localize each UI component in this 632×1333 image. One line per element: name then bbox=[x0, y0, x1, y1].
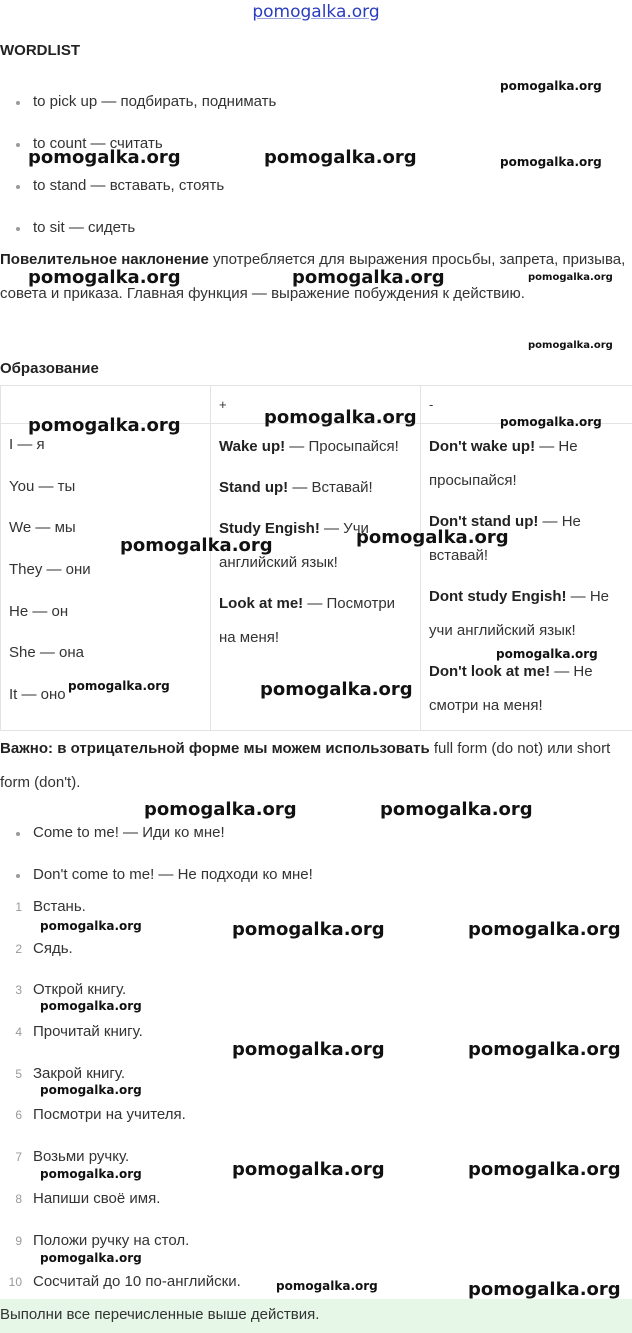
watermark: pomogalka.org bbox=[468, 1159, 621, 1180]
wordlist-title: WORDLIST bbox=[0, 42, 80, 59]
task-text: Открой книгу. bbox=[33, 981, 127, 999]
pronoun: He — он bbox=[9, 602, 69, 620]
important-note bbox=[0, 732, 628, 800]
task-number: 10 bbox=[8, 1275, 22, 1290]
pronoun: They — они bbox=[9, 561, 91, 579]
task-text: Возьми ручку. bbox=[33, 1148, 130, 1166]
pronoun: She — она bbox=[9, 644, 84, 662]
watermark: pomogalka.org bbox=[468, 919, 621, 940]
positive-translation: — Посмотри на меня! bbox=[219, 595, 396, 646]
pronoun: We — мы bbox=[9, 519, 76, 537]
task-number: 6 bbox=[15, 1108, 22, 1123]
watermark: pomogalka.org bbox=[40, 1251, 142, 1265]
negative-command: Don't look at me! bbox=[429, 663, 551, 680]
positive-command: Stand up! bbox=[219, 479, 289, 496]
task-number: 5 bbox=[15, 1066, 22, 1081]
intro-text: употребляется для выражения просьбы, запрета, призыва, совета и приказа. Главная функция — выражение побуждения к действию. bbox=[0, 251, 626, 302]
task-number: 3 bbox=[15, 983, 22, 998]
task-text: Сядь. bbox=[33, 939, 73, 957]
task-number: 8 bbox=[15, 1191, 22, 1206]
positive-command: Look at me! bbox=[219, 595, 304, 612]
watermark: pomogalka.org bbox=[260, 679, 413, 700]
intro-term: Повелительное наклонение bbox=[0, 251, 209, 268]
watermark: pomogalka.org bbox=[496, 647, 598, 661]
final-instruction: Выполни все перечисленные выше действия. bbox=[0, 1299, 632, 1333]
site-link[interactable]: pomogalka.org bbox=[252, 2, 380, 22]
watermark: pomogalka.org bbox=[500, 155, 602, 169]
pronoun: I — я bbox=[9, 436, 45, 453]
negative-example bbox=[429, 430, 624, 498]
watermark: pomogalka.org bbox=[40, 999, 142, 1013]
pronoun: It — оно bbox=[9, 686, 66, 704]
positive-translation: — Учи английский язык! bbox=[219, 520, 369, 571]
watermark: pomogalka.org bbox=[292, 267, 445, 288]
negative-command: Don't wake up! bbox=[429, 438, 536, 455]
positive-translation: — Просыпайся! bbox=[285, 438, 399, 455]
list-item: to sit — сидеть bbox=[0, 219, 276, 261]
task-item bbox=[0, 1098, 241, 1140]
watermark: pomogalka.org bbox=[40, 1167, 142, 1181]
task-text: Закрой книгу. bbox=[33, 1064, 126, 1082]
watermark: pomogalka.org bbox=[120, 535, 273, 556]
watermark: pomogalka.org bbox=[40, 919, 142, 933]
watermark: pomogalka.org bbox=[28, 267, 181, 288]
watermark: pomogalka.org bbox=[40, 1083, 142, 1097]
task-item bbox=[0, 1182, 241, 1224]
negative-example bbox=[429, 580, 624, 648]
task-number: 2 bbox=[15, 941, 22, 956]
watermark: pomogalka.org bbox=[380, 799, 533, 820]
positive-example bbox=[219, 430, 412, 464]
wordlist bbox=[0, 93, 276, 261]
task-number: 7 bbox=[15, 1150, 22, 1165]
important-label: Важно: в отрицательной форме мы можем использовать bbox=[0, 740, 430, 757]
negative-translation: — Не учи английский язык! bbox=[429, 588, 610, 639]
task-number: 1 bbox=[15, 900, 22, 914]
negative-column bbox=[421, 424, 632, 731]
watermark: pomogalka.org bbox=[468, 1279, 621, 1300]
task-number: 9 bbox=[15, 1233, 22, 1248]
watermark: pomogalka.org bbox=[264, 407, 417, 428]
important-text: full form (do not) или short form (don't). bbox=[0, 740, 611, 791]
negative-translation: — Не смотри на меня! bbox=[429, 663, 593, 714]
watermark: pomogalka.org bbox=[356, 527, 509, 548]
watermark: pomogalka.org bbox=[528, 340, 613, 351]
watermark: pomogalka.org bbox=[232, 1159, 385, 1180]
list-item: to pick up — подбирать, поднимать bbox=[0, 93, 276, 135]
positive-example bbox=[219, 471, 412, 505]
positive-command: Wake up! bbox=[219, 438, 286, 455]
watermark: pomogalka.org bbox=[144, 799, 297, 820]
table-header-cell: + bbox=[211, 386, 421, 424]
tasks-list bbox=[0, 890, 241, 1307]
task-text: Сосчитай до 10 по-английски. bbox=[33, 1273, 241, 1291]
watermark: pomogalka.org bbox=[232, 919, 385, 940]
negative-translation: — Не вставай! bbox=[429, 513, 581, 564]
watermark: pomogalka.org bbox=[28, 415, 181, 436]
watermark: pomogalka.org bbox=[68, 679, 170, 693]
watermark: pomogalka.org bbox=[276, 1279, 378, 1293]
watermark: pomogalka.org bbox=[232, 1039, 385, 1060]
list-item: Don't come to me! — Не подходи ко мне! bbox=[0, 866, 313, 908]
positive-example bbox=[219, 587, 412, 655]
negative-example bbox=[429, 655, 624, 723]
pronoun: You — ты bbox=[9, 477, 76, 495]
task-text: Положи ручку на стол. bbox=[33, 1231, 190, 1249]
positive-command: Study Engish! bbox=[219, 520, 320, 537]
task-number: 4 bbox=[15, 1025, 22, 1040]
negative-command: Don't stand up! bbox=[429, 513, 539, 530]
list-item: to stand — вставать, стоять bbox=[0, 177, 276, 219]
positive-translation: — Вставай! bbox=[288, 479, 373, 496]
watermark: pomogalka.org bbox=[500, 79, 602, 93]
formation-title: Образование bbox=[0, 360, 99, 377]
watermark: pomogalka.org bbox=[28, 147, 181, 168]
task-text: Напиши своё имя. bbox=[33, 1189, 161, 1207]
list-item: Come to me! — Иди ко мне! bbox=[0, 824, 313, 866]
list-item: to count — считать bbox=[0, 135, 276, 177]
negative-translation: — Не просыпайся! bbox=[429, 438, 578, 489]
task-text: Встань. bbox=[33, 898, 86, 915]
watermark: pomogalka.org bbox=[500, 415, 602, 429]
task-text: Посмотри на учителя. bbox=[33, 1106, 186, 1124]
table-header-cell: - bbox=[421, 386, 632, 424]
task-text: Прочитай книгу. bbox=[33, 1023, 143, 1041]
watermark: pomogalka.org bbox=[264, 147, 417, 168]
negative-command: Dont study Engish! bbox=[429, 588, 567, 605]
watermark: pomogalka.org bbox=[468, 1039, 621, 1060]
task-item bbox=[0, 1015, 241, 1057]
watermark: pomogalka.org bbox=[528, 272, 613, 283]
task-item bbox=[0, 932, 241, 974]
